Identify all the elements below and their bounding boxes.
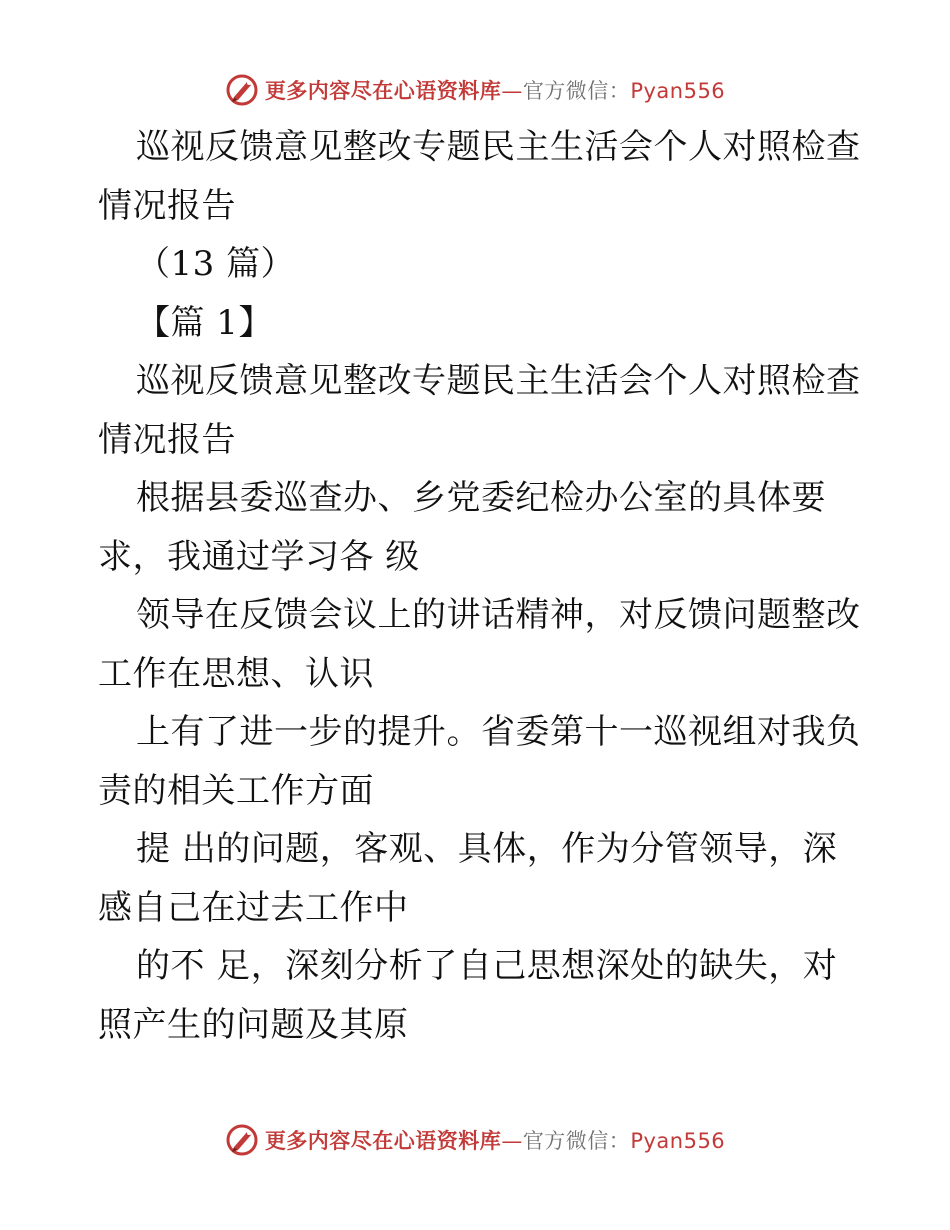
watermark-brand: 更多内容尽在心语资料库 [264, 79, 502, 103]
paragraph-line: 工作在思想、认识 [98, 653, 374, 694]
count-line: （13 篇） [136, 244, 296, 284]
section-title-line: 情况报告 [98, 419, 236, 460]
title-line: 巡视反馈意见整改专题民主生活会个人对照检查 [136, 127, 861, 167]
watermark-dash: — [501, 79, 523, 103]
paragraph-line: 根据县委巡查办、乡党委纪检办公室的具体要 [136, 478, 826, 518]
section-title-line: 巡视反馈意见整改专题民主生活会个人对照检查 [136, 361, 861, 401]
watermark-brand: 更多内容尽在心语资料库 [264, 1129, 502, 1153]
hand-pen-logo-icon [225, 73, 259, 107]
paragraph-line: 提 出的问题，客观、具体，作为分管领导，深 [136, 829, 838, 869]
title-line: 情况报告 [98, 185, 236, 226]
paragraph-line: 感自己在过去工作中 [98, 887, 409, 928]
hand-pen-logo-icon [225, 1123, 259, 1157]
paragraph-line: 照产生的问题及其原 [98, 1004, 409, 1045]
paragraph-line: 责的相关工作方面 [98, 770, 374, 811]
watermark-wechat-id: Pyan556 [630, 79, 726, 103]
watermark-wechat-label: 官方微信： [522, 1129, 631, 1153]
header-watermark [0, 70, 950, 110]
watermark-wechat-label: 官方微信： [522, 79, 631, 103]
paragraph-line: 的不 足，深刻分析了自己思想深处的缺失，对 [136, 946, 838, 986]
watermark-dash: — [501, 1129, 523, 1153]
paragraph-line: 上有了进一步的提升。省委第十一巡视组对我负 [136, 712, 861, 752]
paragraph-line: 领导在反馈会议上的讲话精神，对反馈问题整改 [136, 595, 861, 635]
section-heading: 【篇 1】 [136, 302, 273, 343]
footer-watermark [0, 1120, 950, 1160]
paragraph-line: 求，我通过学习各 级 [98, 536, 420, 577]
document-body [98, 118, 888, 1054]
watermark-wechat-id: Pyan556 [630, 1129, 726, 1153]
